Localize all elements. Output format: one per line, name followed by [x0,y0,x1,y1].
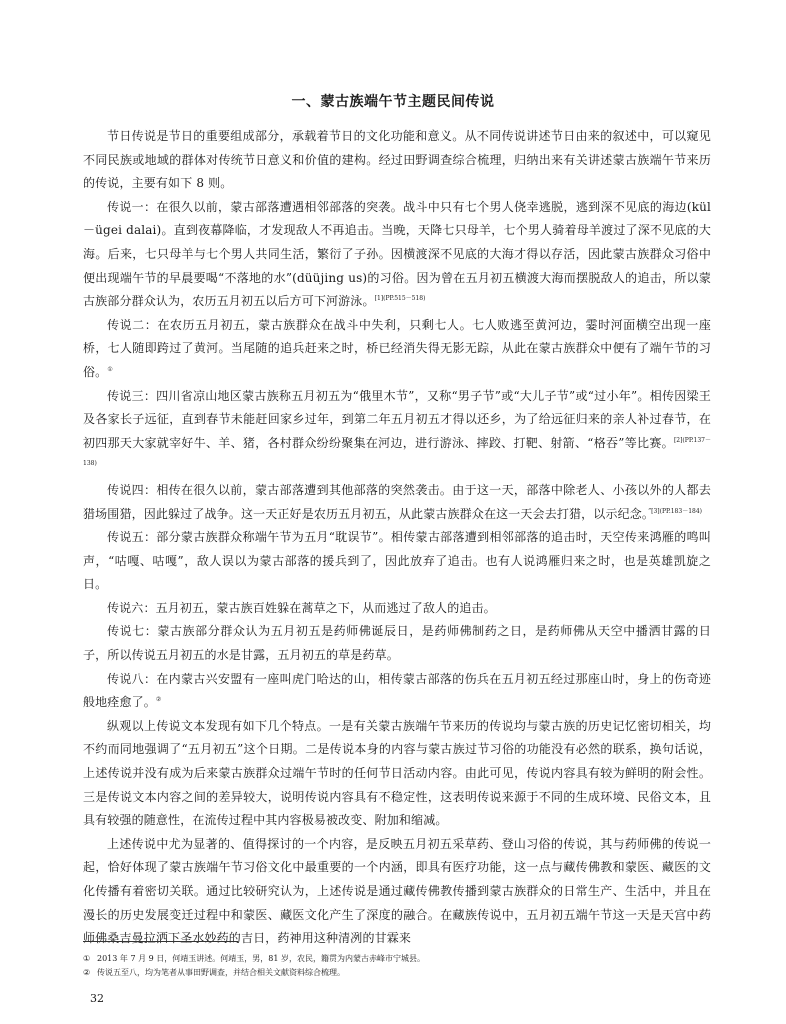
paragraph-legend-8: 传说八：在内蒙古兴安盟有一座叫虎门哈达的山，相传蒙古部落的伤兵在五月初五经过那座山时，身上的伤奇迹般地痊愈了。② [83,671,711,710]
paragraph-legend-6: 传说六：五月初五，蒙古族百姓躲在蒿草之下，从而逃过了敌人的追击。 [107,600,496,615]
footnote [83,952,711,966]
paragraph-legend-3: 传说三：四川省凉山地区蒙古族称五月初五为“俄里木节”，又称“男子节”或“大儿子节”或“过小年”。相传因梁王及各家长子远征，直到春节未能赶回家乡过年，到第二年五月初五才得以还乡，为了给远征归来的亲人补过春节，在初四那天大家就宰好牛、羊、猪，各村群众纷纷聚集在河边，进行游泳、摔跤、打靶、射箭、“格吞”等比赛。$^{[2](PP.137-138)}$ [83,388,711,468]
paragraph-legend-5: 传说五：部分蒙古族群众称端午节为五月“耽误节”。相传蒙古部落遭到相邻部落的追击时，天空传来鸿雁的鸣叫声，“咕嘎、咕嘎”，敌人误以为蒙古部落的援兵到了，因此放弃了追击。也有人说鸿雁归来之时，也是英雄凯旋之日。 [83,530,711,592]
paragraph-legend-7: 传说七：蒙古族部分群众认为五月初五是药师佛诞辰日，是药师佛制药之日，是药师佛从天空中播洒甘露的日子，所以传说五月初五的水是甘露，五月初五的草是药草。 [83,624,711,663]
paragraph-legend-2: 传说二：在农历五月初五，蒙古族群众在战斗中失利，只剩七人。七人败逃至黄河边，霎时河面横空出现一座桥，七人随即跨过了黄河。当尾随的追兵赶来之时，桥已经消失得无影无踪，从此在蒙古族群众中便有了端午节的习俗。① [83,317,711,379]
footnotes [83,952,711,980]
page-number: 32 [90,992,104,1005]
body-text [83,125,711,951]
paragraph-legend-4: 传说四：相传在很久以前，蒙古部落遭到其他部落的突然袭击。由于这一天，部落中除老人、小孩以外的人都去猎场围猎，因此躲过了战争。这一天正好是农历五月初五，从此蒙古族群众在这一天会去打猎，以示纪念。$^{”[3](PP.183-184)}$ [83,482,711,521]
paragraph-intro: 节日传说是节日的重要组成部分，承载着节日的文化功能和意义。从不同传说讲述节日由来的叙述中，可以窥见不同民族或地域的群体对传统节日意义和价值的建构。经过田野调查综合梳理，归纳出来有关讲述蒙古族端午节来历的传说，主要有如下 8 则。 [83,129,711,191]
section-title: 一、蒙古族端午节主题民间传说 [291,94,495,110]
footnote [83,966,711,980]
citation: [1](PP.515－518) [374,295,426,303]
citation: [2](PP.137－138) [83,436,711,468]
citation: ”[3](PP.183－184) [648,507,702,515]
footnote-ref: ② [155,696,162,704]
footnote-mark: ① [83,954,91,963]
paragraph-analysis: 纵观以上传说文本发现有如下几个特点。一是有关蒙古族端午节来历的传说均与蒙古族的历史记忆密切相关，均不约而同地强调了“五月初五”这个日期。二是传说本身的内容与蒙古族过节习俗的功能没有必然的联系，换句话说，上述传说并没有成为后来蒙古族群众过端午节时的任何节日活动内容。由此可见，传说内容具有较为鲜明的附会性。三是传说文本内容之间的差异较大，说明传说内容具有不稳定性，这表明传说来源于不同的生成环境、民俗文本，且具有较强的随意性，在流传过程中其内容极易被改变、附加和缩减。 [83,718,711,828]
footnote-text: 2013 年 7 月 9 日，何靖玉讲述。何靖玉，男，81 岁，农民，籍贯为内蒙古赤峰市宁城县。 [97,954,425,963]
paragraph-legend-1: 传说一：在很久以前，蒙古部落遭遇相邻部落的突袭。战斗中只有七个男人侥幸逃脱，逃到深不见底的海边(kül－ügei dalai)。直到夜幕降临，才发现敌人不再追击。当晚，天降七只母羊，七个男人骑着母羊渡过了深不见底的大海。后来，七只母羊与七个男人共同生活，繁衍了子孙。因横渡深不见底的大海才得以存活，因此蒙古族群众习俗中便出现端午节的早晨要喝“不落地的水”(düüjing us)的习俗。因为曾在五月初五横渡大海而摆脱敌人的追击，所以蒙古族部分群众认为，农历五月初五以后方可下河游泳。$^{[1](PP.515-518)}$ [83,199,711,309]
paragraph-discussion: 上述传说中尤为显著的、值得探讨的一个内容，是反映五月初五采草药、登山习俗的传说，其与药师佛的传说一起，恰好体现了蒙古族端午节习俗文化中最重要的一个内涵，即具有医疗功能，这一点与藏传佛教和蒙医、藏医的文化传播有着密切关联。通过比较研究认为，上述传说是通过藏传佛教传播到蒙古族群众的日常生产、生活中，并且在漫长的历史发展变迁过程中和蒙医、藏医文化产生了深度的融合。在藏族传说中，五月初五端午节这一天是天宫中药师佛桑吉曼拉洒下圣水妙药的吉日，药神用这种清冽的甘霖来 [83,836,711,946]
footnote-ref: ① [107,365,113,373]
footnote-divider [83,941,238,942]
footnote-text: 传说五至八，均为笔者从事田野调查，并结合相关文献资料综合梳理。 [97,968,345,977]
footnote-mark: ② [83,968,91,977]
